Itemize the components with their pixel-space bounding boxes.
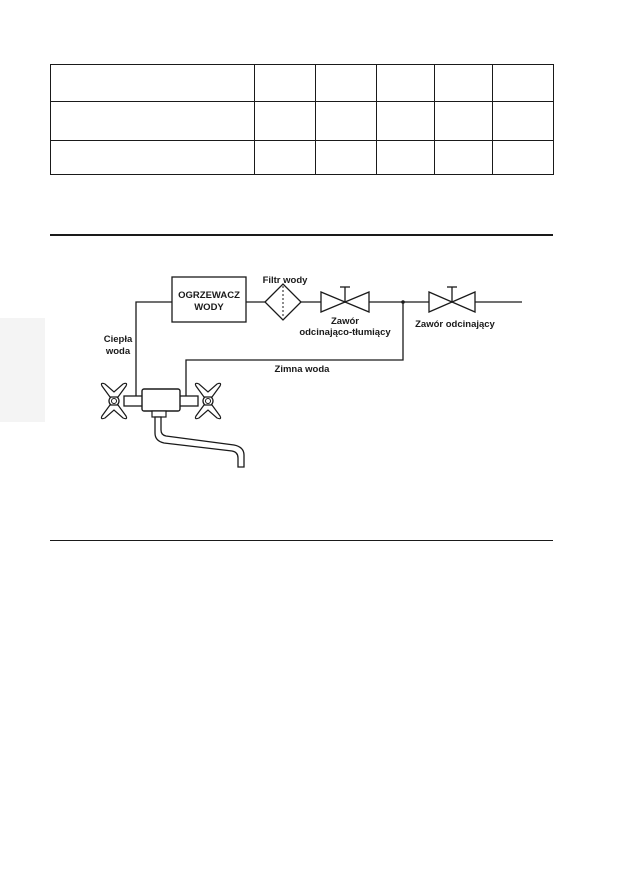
heater-label-line2: WODY	[194, 302, 224, 313]
shutoff-valve-icon	[429, 287, 475, 312]
valve1-label-line1: Zawór	[331, 316, 359, 327]
table-cell	[435, 102, 493, 141]
hot-water-label-line2: woda	[105, 346, 131, 357]
hot-water-pipe	[136, 302, 172, 396]
table-cell	[377, 141, 435, 175]
plumbing-diagram	[0, 240, 617, 480]
cold-handle-icon	[195, 383, 220, 418]
table-row	[51, 102, 554, 141]
top-divider	[50, 234, 553, 236]
mixer-tap-icon	[124, 389, 244, 467]
table-row	[51, 141, 554, 175]
table-cell	[255, 65, 316, 102]
table-cell	[255, 102, 316, 141]
table-cell	[255, 141, 316, 175]
table-cell	[493, 141, 554, 175]
table-row	[51, 65, 554, 102]
empty-table	[50, 64, 554, 175]
table-cell	[316, 141, 377, 175]
hot-water-label-line1: Ciepła	[103, 334, 133, 345]
table-cell	[377, 65, 435, 102]
table-cell	[51, 65, 255, 102]
valve1-label-line2: odcinająco-tłumiący	[299, 327, 391, 338]
table-cell	[435, 65, 493, 102]
table-cell	[435, 141, 493, 175]
hot-handle-icon	[101, 383, 126, 418]
cold-water-label: Zimna woda	[274, 364, 330, 375]
table-cell	[493, 65, 554, 102]
heater-label-line1: OGRZEWACZ	[178, 290, 240, 301]
junction-dot	[401, 300, 405, 304]
table-cell	[316, 65, 377, 102]
table-cell	[51, 141, 255, 175]
table-cell	[51, 102, 255, 141]
valve2-label: Zawór odcinający	[415, 319, 495, 330]
silencing-valve-icon	[321, 287, 369, 312]
table-cell	[377, 102, 435, 141]
table-cell	[316, 102, 377, 141]
bottom-divider	[50, 540, 553, 541]
filter-label: Filtr wody	[262, 275, 308, 286]
table-cell	[493, 102, 554, 141]
